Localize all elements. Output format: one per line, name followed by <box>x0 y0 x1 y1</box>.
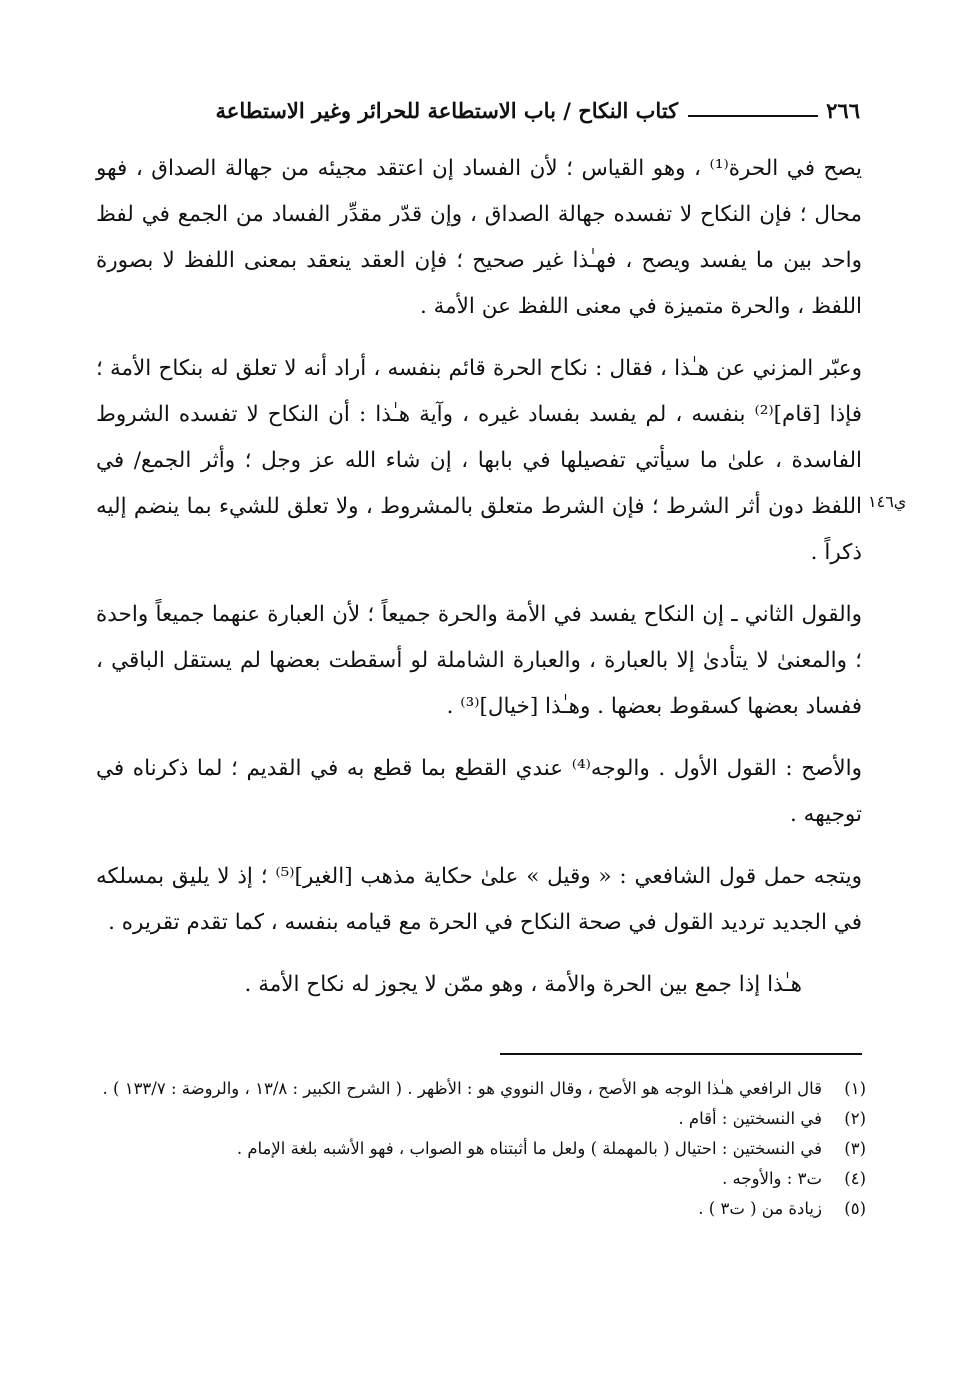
footnote-text: قال الرافعي هـٰذا الوجه هو الأصح ، وقال النووي هو : الأظهر . ( الشرح الكبير : ١٣/٨ ، والروضة : ١٣٣/٧ ) . <box>102 1079 822 1098</box>
paragraph-4: والأصح : القول الأول . والوجه⁽⁴⁾ عندي القطع بما قطع به في القديم ؛ لما ذكرناه في توجيهه . <box>96 756 862 827</box>
paragraph-3: والقول الثاني ـ إن النكاح يفسد في الأمة والحرة جميعاً ؛ لأن العبارة عنهما جميعاً واحدة ؛ والمعنىٰ لا يتأدىٰ إلا بالعبارة ، والعبارة الشاملة لو أسقطت بعضها لم يستقل الباقي ، ففساد بعضها كسقوط بعضها . وهـٰذا [خيال]⁽³⁾ . <box>96 602 862 719</box>
footnotes <box>98 1074 866 1224</box>
paragraph-2: وعبّر المزني عن هـٰذا ، فقال : نكاح الحرة قائم بنفسه ، أراد أنه لا تعلق له بنكاح الأمة ؛ فإذا [قام]⁽²⁾ بنفسه ، لم يفسد بفساد غيره ، وآية هـٰذا : أن النكاح لا تفسده الشروط الفاسدة ، علىٰ ما سيأتي تفصيلها في بابها ، إن شاء الله عز وجل ؛ وأثر الجمع/ في اللفظ دون أثر الشرط ؛ فإن الشرط متعلق بالمشروط ، ولا تعلق للشيء بما ينضم إليه ذكراً . <box>96 356 862 565</box>
running-header <box>98 90 860 130</box>
footnote-number: (٥) <box>844 1199 866 1218</box>
footnote-text: زيادة من ( ت٣ ) . <box>698 1199 822 1218</box>
footnote-2 <box>98 1104 866 1134</box>
main-text <box>96 146 862 1024</box>
paragraph-1: يصح في الحرة⁽¹⁾ ، وهو القياس ؛ لأن الفساد إن اعتقد مجيئه من جهالة الصداق ، فهو محال ؛ فإن النكاح لا تفسده جهالة الصداق ، وإن قدّر مقدِّر الفساد من الجمع في لفظ واحد بين ما يفسد ويصح ، فهـٰذا غير صحيح ؛ فإن العقد ينعقد بمعنى اللفظ لا بصورة اللفظ ، والحرة متميزة في معنى اللفظ عن الأمة . <box>96 156 862 319</box>
footnote-3 <box>98 1134 866 1164</box>
footnote-separator <box>500 1053 862 1055</box>
footnote-number: (٤) <box>844 1169 866 1188</box>
footnote-number: (١) <box>844 1079 866 1098</box>
footnote-4 <box>98 1164 866 1194</box>
footnote-1 <box>98 1074 866 1104</box>
footnote-5 <box>98 1194 866 1224</box>
footnote-text: ت٣ : والأوجه . <box>722 1169 822 1188</box>
paragraph-6: هـٰذا إذا جمع بين الحرة والأمة ، وهو ممّن لا يجوز له نكاح الأمة . <box>244 972 802 997</box>
footnote-text: في النسختين : احتيال ( بالمهملة ) ولعل ما أثبتناه هو الصواب ، فهو الأشبه بلغة الإمام . <box>236 1139 822 1158</box>
paragraph-5: ويتجه حمل قول الشافعي : « وقيل » علىٰ حكاية مذهب [الغير]⁽⁵⁾ ؛ إذ لا يليق بمسلكه في الجديد ترديد القول في صحة النكاح في الحرة مع قيامه بنفسه ، كما تقدم تقريره . <box>96 864 862 935</box>
page-number: ٢٦٦ <box>826 97 860 123</box>
footnote-number: (٢) <box>844 1109 866 1128</box>
footnote-number: (٣) <box>844 1139 866 1158</box>
header-rule <box>688 115 818 117</box>
running-title: كتاب النكاح / باب الاستطاعة للحرائر وغير الاستطاعة <box>215 97 679 123</box>
footnote-text: في النسختين : أقام . <box>678 1109 822 1128</box>
margin-note: ي١٤٦ <box>868 492 907 511</box>
